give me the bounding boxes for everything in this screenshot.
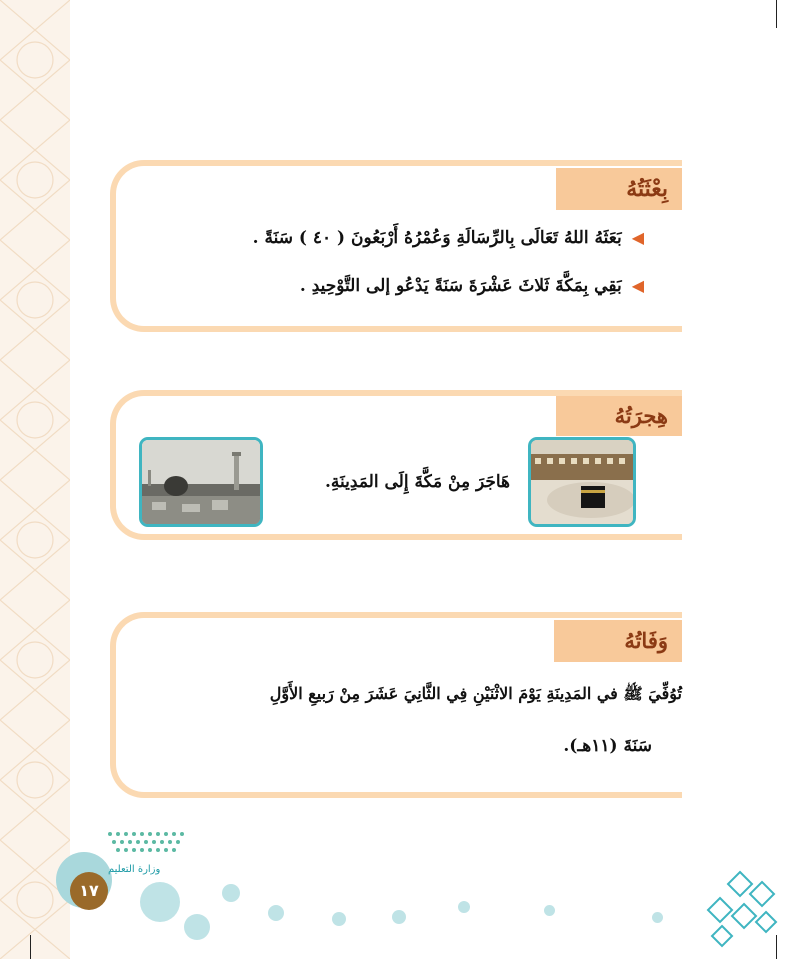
geometric-ornament-icon [700, 868, 780, 948]
crop-mark [776, 0, 777, 28]
rosette-ornament [458, 901, 470, 913]
mission-heading: بِعْثَتُهُ [626, 176, 668, 202]
rosette-ornament [268, 905, 284, 921]
crop-mark [30, 935, 31, 959]
rosette-ornament [544, 905, 555, 916]
death-heading: وَفَاتُهُ [624, 628, 668, 653]
rosette-ornament [184, 914, 210, 940]
migration-heading: هِجرَتُهُ [614, 403, 668, 428]
kaaba-photo [528, 437, 636, 527]
rosette-ornament [392, 910, 406, 924]
death-text-line-1: تُوُفِّيَ ﷺ في المَدِينَةِ يَوْمَ الاثْنَيْنِ فِي الثَّانِيَ عَشَرَ مِنْ رَبيعِ الأَوَّلِ [269, 684, 682, 703]
mission-item-1: ◀بَعَثَهُ اللهُ تَعَالَى بِالرِّسَالَةِ وَعُمْرُهُ أَرْبَعُونَ ( ٤٠ ) سَنَةً . [252, 228, 644, 248]
prophets-mosque-photo [139, 437, 263, 527]
rosette-ornament [652, 912, 663, 923]
death-text-line-2: سَنَةَ (١١هـ). [563, 736, 652, 756]
islamic-pattern-border [0, 0, 70, 959]
mission-section [110, 160, 682, 332]
migration-heading-tab [556, 396, 682, 436]
migration-text: هَاجَرَ مِنْ مَكَّةَ إِلَى المَدِينَةِ. [325, 472, 510, 492]
bullet-triangle-icon: ◀ [631, 276, 644, 295]
death-heading-tab [554, 620, 682, 662]
mission-item-2: ◀بَقِي بِمَكَّةَ ثَلاثَ عَشْرَةَ سَنَةً يَدْعُو إلى التَّوْحِيدِ . [299, 276, 644, 296]
rosette-ornament [222, 884, 240, 902]
ministry-label: وزارة التعليم [108, 864, 161, 875]
death-section [110, 612, 682, 798]
mission-heading-tab [556, 168, 682, 210]
page-number: ١٧ [70, 872, 108, 910]
bullet-triangle-icon: ◀ [631, 228, 644, 247]
rosette-ornament [332, 912, 346, 926]
